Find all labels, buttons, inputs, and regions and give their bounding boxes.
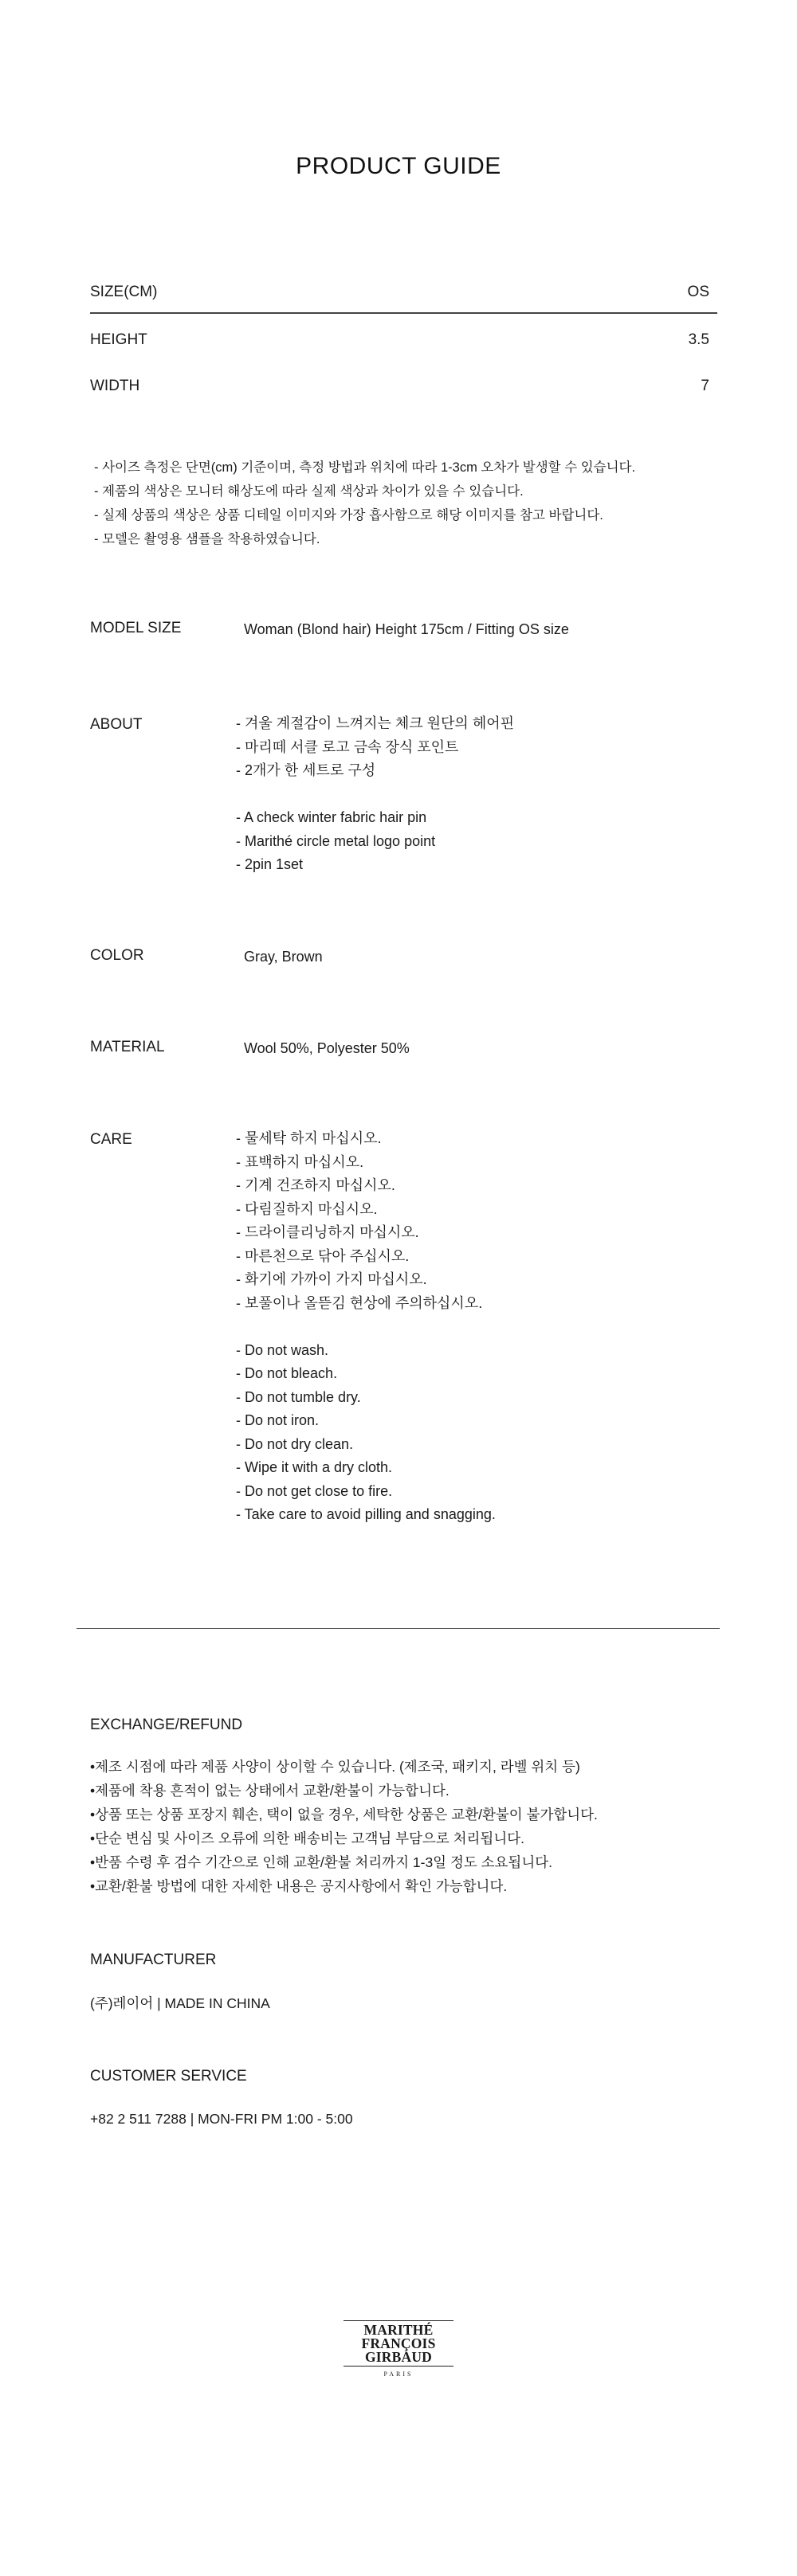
care-line: - 다림질하지 마십시오.	[236, 1200, 378, 1217]
exchange-lines	[90, 1755, 598, 1898]
section-divider	[77, 1628, 720, 1629]
care-line: - 물세탁 하지 마십시오.	[236, 1130, 382, 1146]
size-table-header	[90, 279, 717, 314]
about-line: - 겨울 계절감이 느껴지는 체크 원단의 헤어핀	[236, 715, 514, 731]
brand-logo	[339, 2320, 458, 2378]
about-line: - A check winter fabric hair pin	[236, 809, 427, 825]
size-row-label: WIDTH	[90, 378, 140, 394]
care-line: - Do not wash.	[236, 1341, 329, 1358]
care-line: - 화기에 가까이 가지 마십시오.	[236, 1271, 427, 1287]
logo-city: PARIS	[383, 2370, 414, 2378]
logo-line: MARITHÉ	[363, 2322, 434, 2338]
about-lines	[236, 712, 514, 877]
care-line	[236, 1315, 496, 1339]
care-line: - 마른천으로 닦아 주십시오.	[236, 1247, 410, 1264]
material-value: Wool 50%, Polyester 50%	[244, 1040, 410, 1056]
care-label: CARE	[90, 1131, 132, 1148]
about-line: - Marithé circle metal logo point	[236, 832, 436, 849]
about-line: - 2pin 1set	[236, 856, 304, 872]
care-line: - Take care to avoid pilling and snagging.	[236, 1506, 496, 1522]
care-lines	[236, 1127, 496, 1527]
size-row-label: HEIGHT	[90, 331, 147, 348]
size-row-value: 3.5	[688, 331, 709, 348]
model-size-label: MODEL SIZE	[90, 620, 182, 636]
exchange-line: •단순 변심 및 사이즈 오류에 의한 배송비는 고객님 부담으로 처리됩니다.	[90, 1830, 524, 1846]
size-row-height	[90, 314, 717, 360]
material-label: MATERIAL	[90, 1039, 165, 1055]
color-value: Gray, Brown	[244, 949, 323, 965]
care-line: - Wipe it with a dry cloth.	[236, 1459, 393, 1475]
color-label: COLOR	[90, 947, 144, 964]
size-header-label: SIZE(CM)	[90, 284, 158, 300]
care-line: - 드라이클리닝하지 마십시오.	[236, 1224, 419, 1240]
exchange-line: •교환/환불 방법에 대한 자세한 내용은 공지사항에서 확인 가능합니다.	[90, 1878, 508, 1894]
exchange-line: •상품 또는 상품 포장지 훼손, 택이 없을 경우, 세탁한 상품은 교환/환불이 불가합니다.	[90, 1807, 598, 1822]
manufacturer-title: MANUFACTURER	[90, 1952, 217, 1968]
size-notes	[94, 456, 635, 551]
about-line: - 마리떼 서클 로고 금속 장식 포인트	[236, 738, 459, 755]
care-line: - 보풀이나 올뜯김 현상에 주의하십시오.	[236, 1294, 483, 1311]
note-line: - 실제 상품의 색상은 상품 디테일 이미지와 가장 흡사함으로 해당 이미지를 참고 바랍니다.	[94, 508, 603, 523]
customer-service-value: +82 2 511 7288 | MON-FRI PM 1:00 - 5:00	[90, 2111, 353, 2127]
about-line: - 2개가 한 세트로 구성	[236, 762, 376, 778]
care-line: - Do not get close to fire.	[236, 1482, 393, 1499]
note-line: - 제품의 색상은 모니터 해상도에 따라 실제 색상과 차이가 있을 수 있습니다.	[94, 484, 524, 499]
logo-bottom-rule	[344, 2366, 453, 2367]
size-table	[90, 279, 717, 406]
care-line: - 기계 건조하지 마십시오.	[236, 1177, 395, 1193]
size-row-value: 7	[701, 378, 709, 394]
logo-line: FRANÇOIS	[361, 2335, 436, 2351]
logo-wordmark	[339, 2321, 458, 2366]
logo-line: GIRBAUD	[364, 2349, 433, 2365]
care-line: - Do not dry clean.	[236, 1435, 354, 1452]
exchange-line: •제품에 착용 흔적이 없는 상태에서 교환/환불이 가능합니다.	[90, 1783, 450, 1799]
size-row-width	[90, 360, 717, 406]
manufacturer-value: (주)레이어 | MADE IN CHINA	[90, 1995, 270, 2011]
exchange-title: EXCHANGE/REFUND	[90, 1717, 243, 1733]
care-line: - Do not tumble dry.	[236, 1388, 361, 1405]
size-header-value: OS	[687, 284, 709, 300]
care-line: - Do not bleach.	[236, 1365, 338, 1381]
customer-service-title: CUSTOMER SERVICE	[90, 2068, 247, 2085]
model-size-value: Woman (Blond hair) Height 175cm / Fitting OS size	[244, 621, 569, 637]
care-line: - Do not iron.	[236, 1412, 320, 1428]
note-line: - 모델은 촬영용 샘플을 착용하였습니다.	[94, 532, 320, 546]
exchange-line: •제조 시점에 따라 제품 사양이 상이할 수 있습니다. (제조국, 패키지, 라벨 위치 등)	[90, 1759, 580, 1775]
page-title: PRODUCT GUIDE	[296, 153, 501, 179]
about-label: ABOUT	[90, 716, 143, 733]
about-line	[236, 783, 514, 807]
exchange-line: •반품 수령 후 검수 기간으로 인해 교환/환불 처리까지 1-3일 정도 소요됩니다.	[90, 1854, 553, 1870]
care-line: - 표백하지 마십시오.	[236, 1153, 364, 1170]
note-line: - 사이즈 측정은 단면(cm) 기준이며, 측정 방법과 위치에 따라 1-3cm 오차가 발생할 수 있습니다.	[94, 460, 636, 475]
